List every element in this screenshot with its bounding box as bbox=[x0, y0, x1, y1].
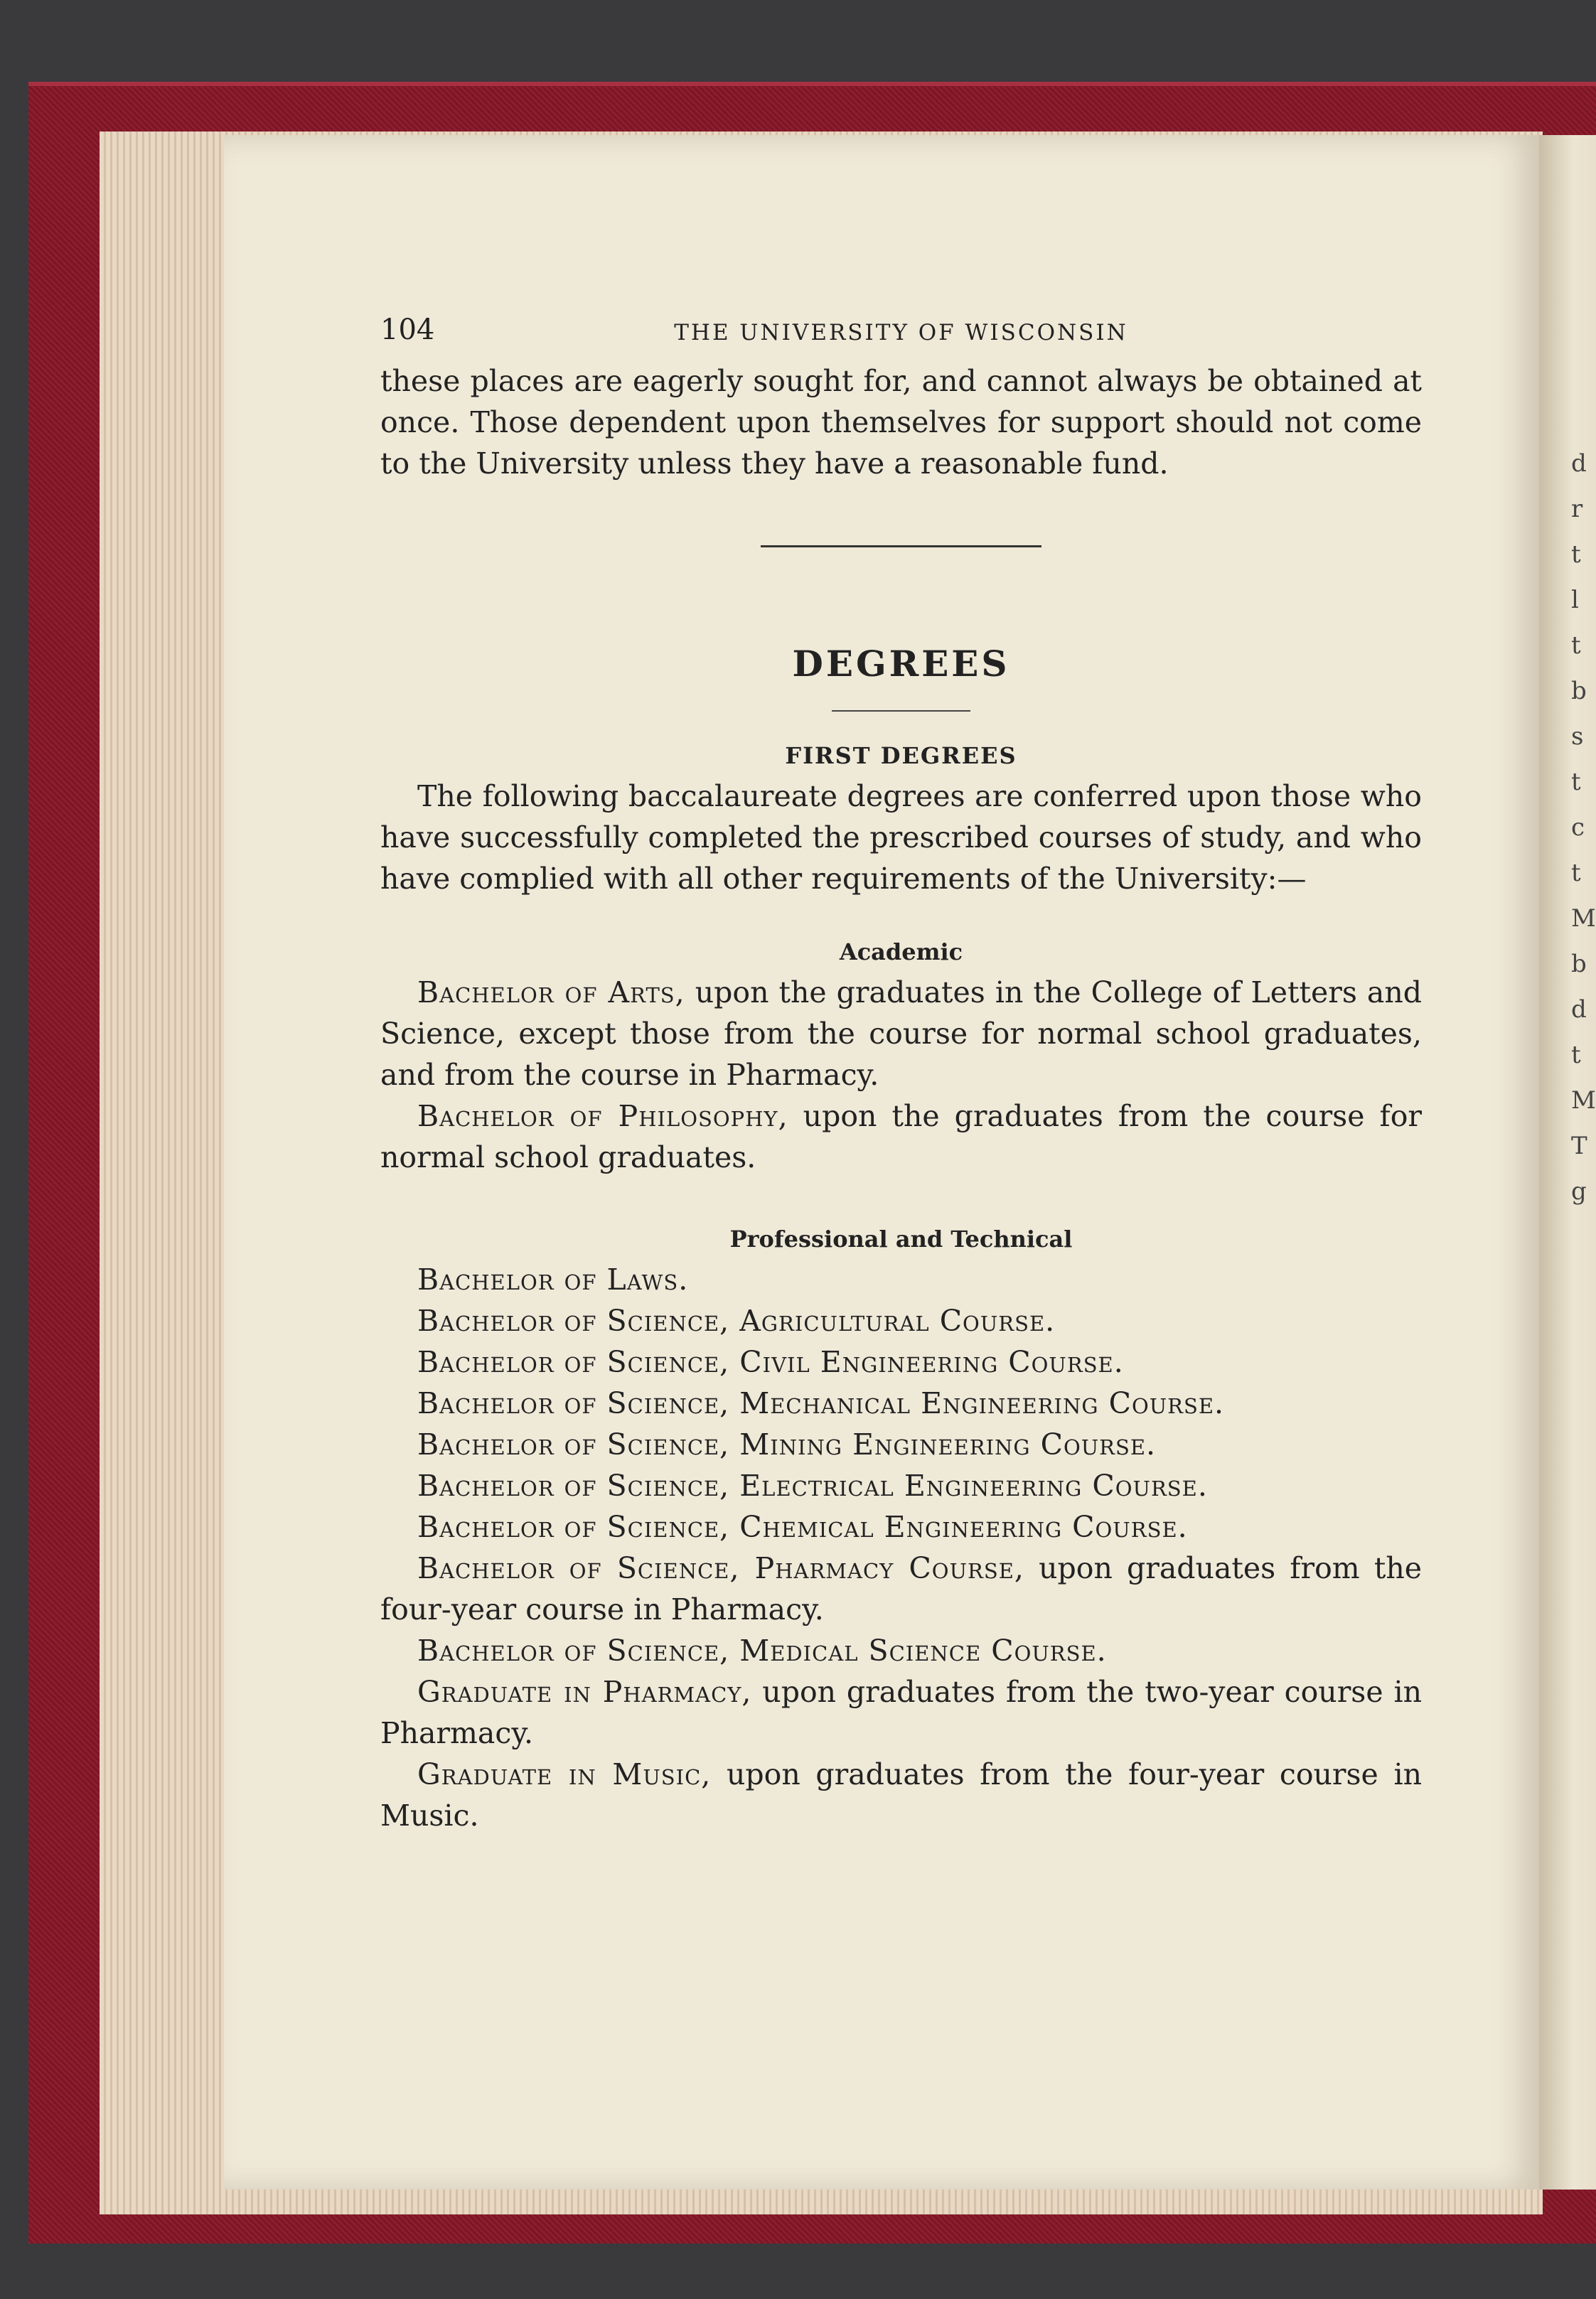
degree-entry bbox=[380, 1341, 1422, 1383]
degree-title: Bachelor of Arts, bbox=[417, 975, 685, 1009]
degree-title: Bachelor of Laws. bbox=[417, 1263, 689, 1297]
degree-title: Bachelor of Science, Agricultural Course. bbox=[417, 1304, 1056, 1338]
facing-page-letter: t bbox=[1571, 768, 1581, 796]
title-underline bbox=[832, 710, 970, 712]
running-head bbox=[380, 309, 1422, 352]
facing-page-letter: M bbox=[1571, 904, 1596, 933]
page-content bbox=[380, 309, 1422, 1836]
degree-description: upon graduates from the four-year course in Pharmacy. bbox=[380, 1551, 1422, 1627]
degree-title: Bachelor of Philosophy, bbox=[417, 1099, 788, 1133]
facing-page-letter: t bbox=[1571, 540, 1581, 569]
academic-heading: Academic bbox=[839, 938, 963, 965]
facing-page-letter: l bbox=[1571, 586, 1579, 614]
intro-paragraph: these places are eagerly sought for, and cannot always be obtained at once. Those dependent upon themselves for support should not come to the University unless they have a reasonable fund. bbox=[380, 364, 1422, 481]
facing-page-letter: M bbox=[1571, 1086, 1596, 1115]
facing-page-letter: g bbox=[1571, 1177, 1587, 1206]
facing-page-letter: d bbox=[1571, 995, 1587, 1024]
first-degrees-heading: FIRST DEGREES bbox=[785, 742, 1017, 769]
degree-entry bbox=[380, 1300, 1422, 1341]
degree-description: upon the graduates from the course for normal school graduates. bbox=[380, 1099, 1422, 1174]
degree-title: Bachelor of Science, Electrical Engineering Course. bbox=[417, 1469, 1208, 1503]
facing-page-letter: s bbox=[1571, 722, 1584, 751]
degree-description: upon the graduates in the College of Letters and Science, except those from the course for normal school graduates, and from the course in Pharmacy. bbox=[380, 975, 1422, 1092]
facing-page-text bbox=[1571, 441, 1596, 1214]
facing-page-letter: t bbox=[1571, 1041, 1581, 1069]
degree-entry bbox=[380, 1424, 1422, 1465]
facing-page-letter: b bbox=[1571, 677, 1587, 705]
degree-entry bbox=[380, 1095, 1422, 1178]
degree-title: Bachelor of Science, Medical Science Course. bbox=[417, 1634, 1107, 1668]
degree-entry bbox=[380, 1506, 1422, 1548]
facing-page-letter: d bbox=[1571, 449, 1587, 478]
degree-entry bbox=[380, 1465, 1422, 1506]
professional-degree-list bbox=[380, 1259, 1422, 1836]
degree-entry bbox=[380, 1548, 1422, 1630]
facing-page-letter: t bbox=[1571, 859, 1581, 887]
degree-entry bbox=[380, 1754, 1422, 1836]
page-number: 104 bbox=[380, 314, 435, 346]
section-title: DEGREES bbox=[792, 643, 1010, 685]
degree-title: Bachelor of Science, Mining Engineering Course. bbox=[417, 1427, 1157, 1462]
section-divider bbox=[761, 545, 1041, 547]
professional-heading: Professional and Technical bbox=[729, 1226, 1073, 1253]
degree-description: upon graduates from the two-year course in Pharmacy. bbox=[380, 1675, 1422, 1750]
degree-entry bbox=[380, 1671, 1422, 1754]
running-title: THE UNIVERSITY OF WISCONSIN bbox=[674, 320, 1128, 345]
degree-description: upon graduates from the four-year course in Music. bbox=[380, 1757, 1423, 1833]
facing-page-letter: T bbox=[1571, 1132, 1587, 1160]
academic-degree-list bbox=[380, 972, 1422, 1178]
degree-title: Bachelor of Science, Civil Engineering Course. bbox=[417, 1345, 1124, 1379]
degree-entry bbox=[380, 1259, 1422, 1300]
degree-entry bbox=[380, 1630, 1422, 1671]
degree-title: Bachelor of Science, Mechanical Engineering Course. bbox=[417, 1386, 1225, 1420]
degree-title: Bachelor of Science, Pharmacy Course, bbox=[417, 1551, 1024, 1585]
facing-page-letter: c bbox=[1571, 813, 1585, 842]
facing-page-letter: b bbox=[1571, 950, 1587, 978]
degree-title: Graduate in Music, bbox=[417, 1757, 712, 1791]
degree-title: Graduate in Pharmacy, bbox=[417, 1675, 752, 1709]
degree-entry bbox=[380, 1383, 1422, 1424]
facing-page-letter: r bbox=[1571, 495, 1583, 523]
degree-title: Bachelor of Science, Chemical Engineering Course. bbox=[417, 1510, 1188, 1544]
first-degrees-intro: The following baccalaureate degrees are conferred upon those who have successfully completed the prescribed courses of study, and who have complied with all other requirements of the University:— bbox=[380, 779, 1422, 896]
facing-page-letter: t bbox=[1571, 631, 1581, 660]
degree-entry bbox=[380, 972, 1422, 1095]
